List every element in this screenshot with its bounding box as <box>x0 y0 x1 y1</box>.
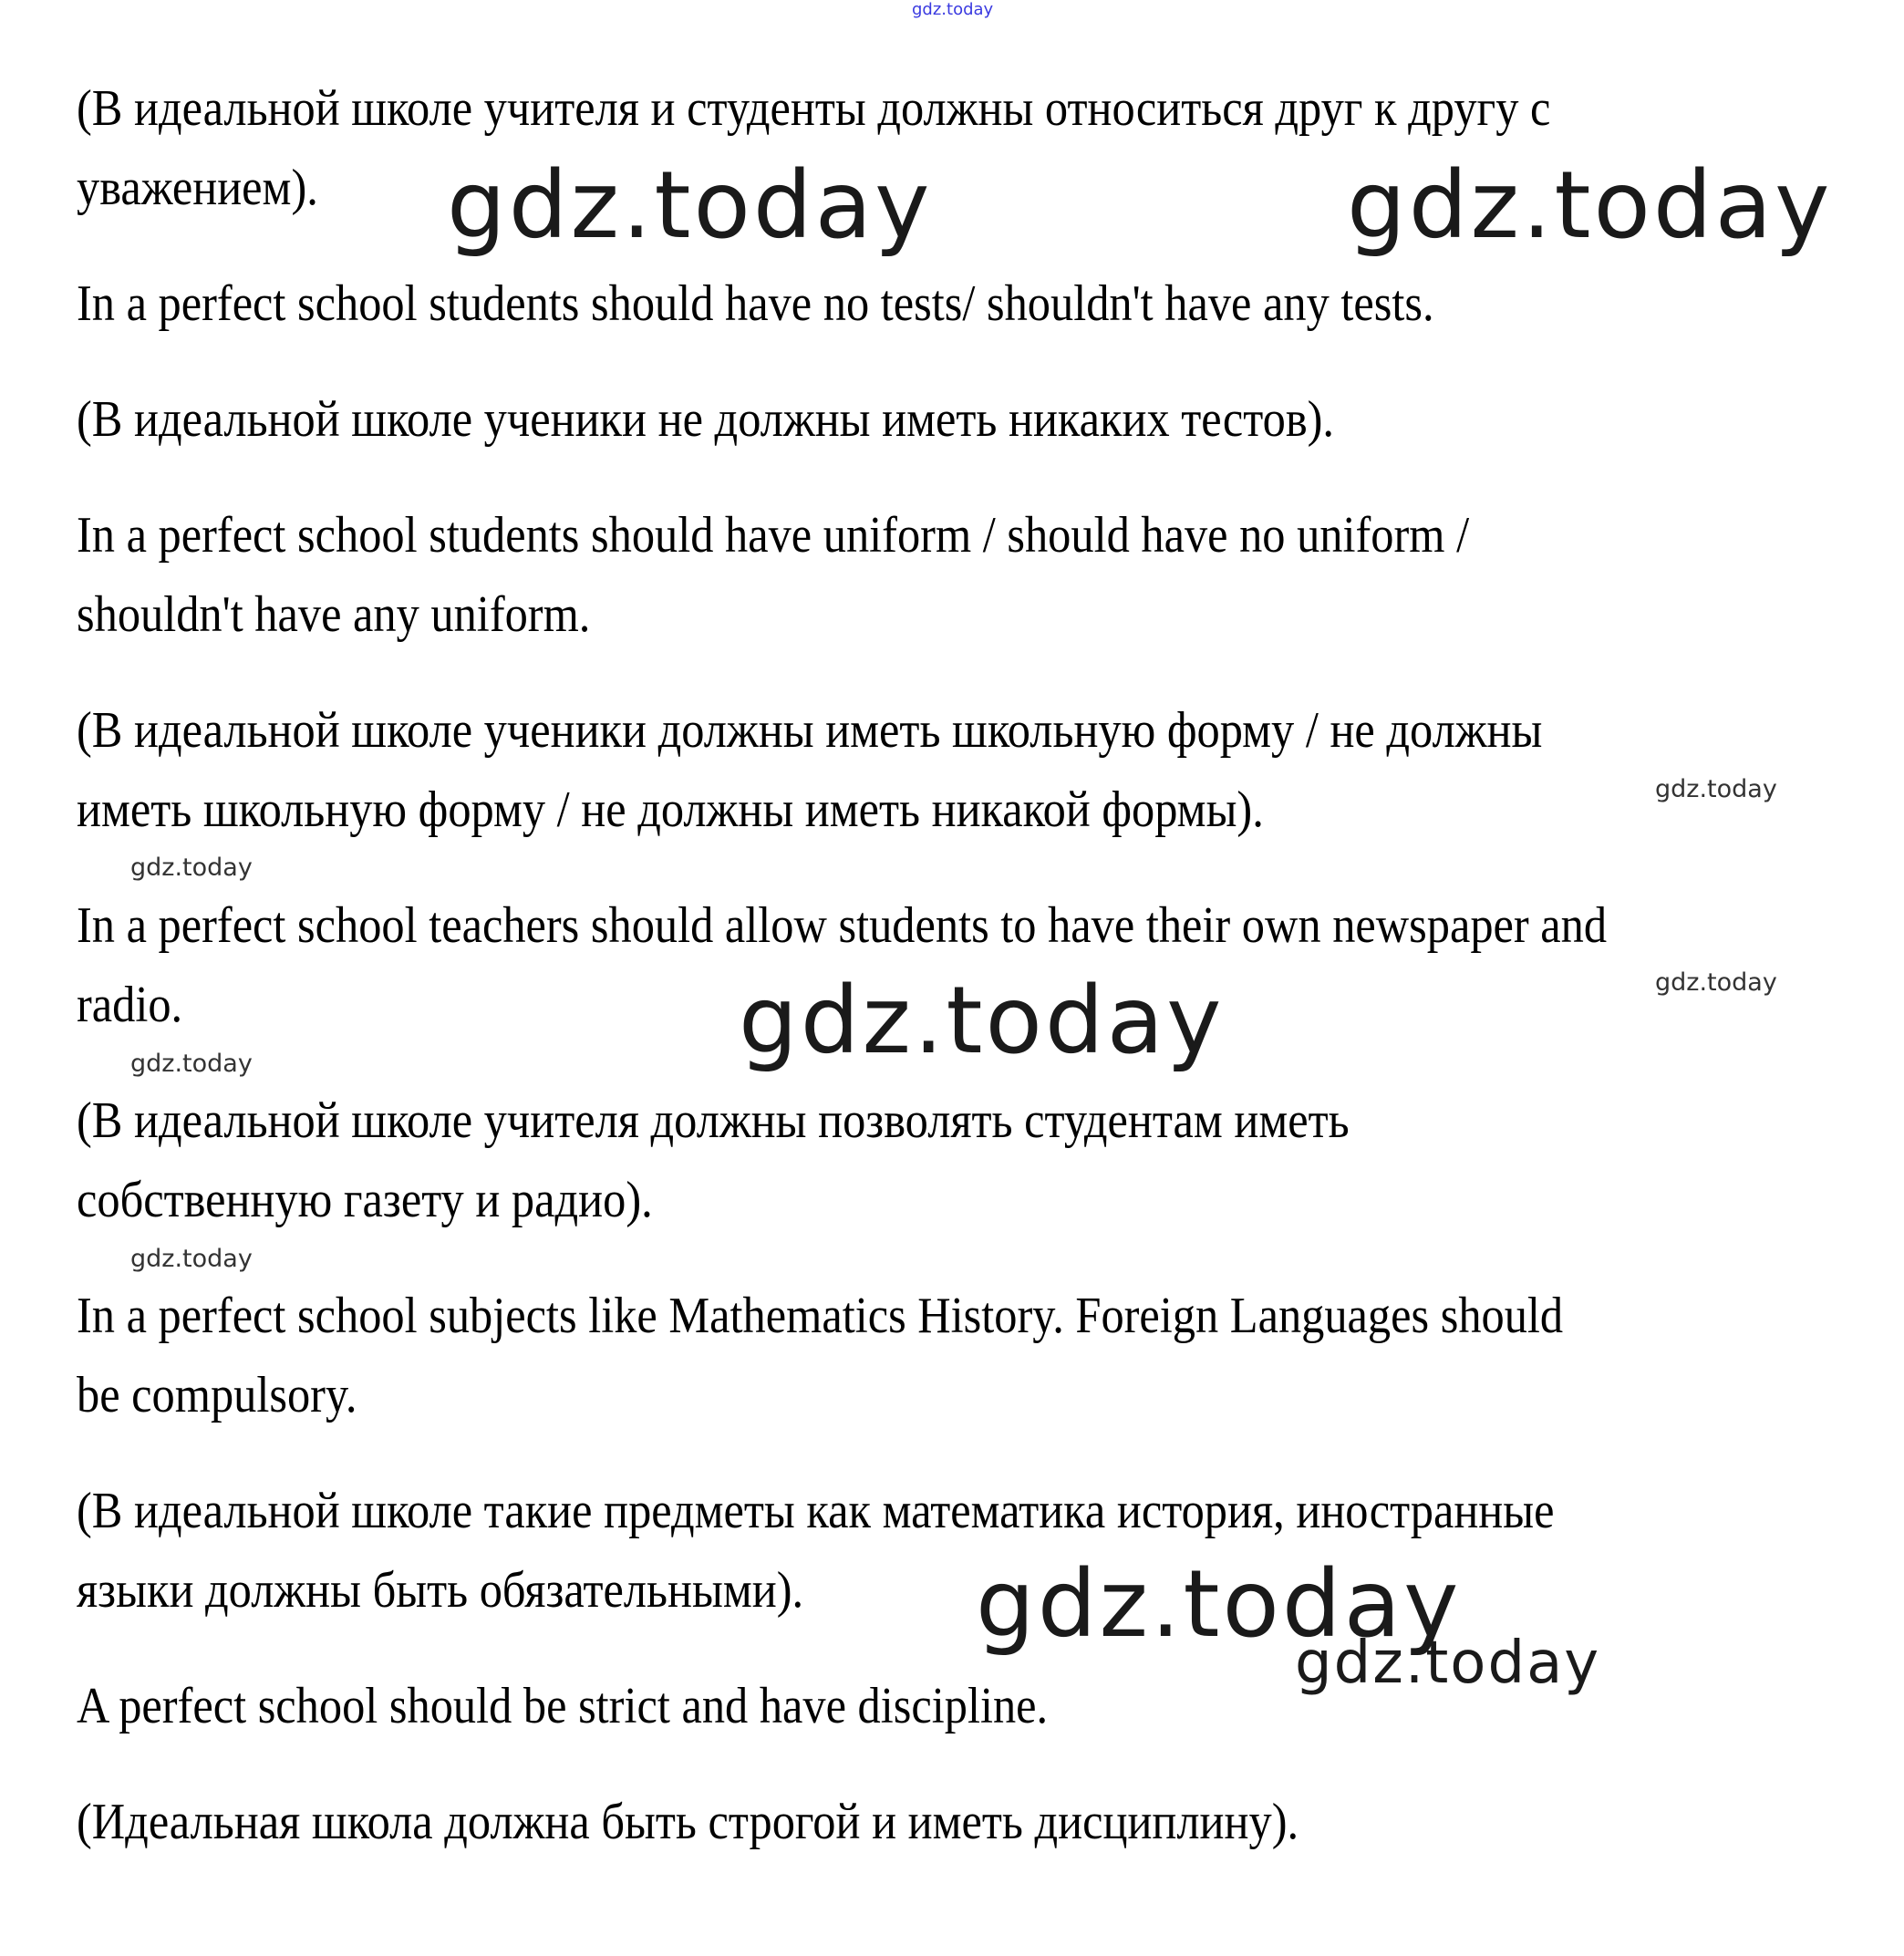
watermark: gdz.today <box>739 967 1225 1075</box>
paragraph <box>77 691 1882 850</box>
text-line: shouldn't have any uniform. <box>77 586 591 643</box>
watermark: gdz.today <box>976 1550 1462 1659</box>
text-line: radio. <box>77 977 183 1033</box>
paragraph <box>77 496 1882 655</box>
watermark: gdz.today <box>130 854 253 882</box>
text-line: собственную газету и радио). <box>77 1172 653 1228</box>
paragraph <box>77 1667 1882 1746</box>
text-line: иметь школьную форму / не должны иметь никакой формы). <box>77 781 1264 838</box>
text-line: (Идеальная школа должна быть строгой и иметь дисциплину). <box>77 1794 1299 1850</box>
paragraph <box>77 1081 1882 1240</box>
text-line: (В идеальной школе такие предметы как математика история, иностранные <box>77 1483 1555 1539</box>
watermark: gdz.today <box>130 1245 253 1273</box>
text-line: In a perfect school students should have uniform / should have no uniform / <box>77 507 1470 564</box>
text-line: (В идеальной школе ученики должны иметь школьную форму / не должны <box>77 702 1543 759</box>
text-line: языки должны быть обязательными). <box>77 1562 804 1619</box>
paragraph <box>77 1783 1882 1862</box>
watermark: gdz.today <box>1655 775 1777 803</box>
text-line: (В идеальной школе учителя должны позволять студентам иметь <box>77 1092 1350 1149</box>
text-line: In a perfect school subjects like Mathematics History. Foreign Languages should <box>77 1288 1564 1344</box>
watermark: gdz.today <box>1655 968 1777 997</box>
text-line: уважением). <box>77 160 318 216</box>
paragraph <box>77 1277 1882 1435</box>
text-line: A perfect school should be strict and have discipline. <box>77 1678 1049 1734</box>
text-line: In a perfect school students should have no tests/ shouldn't have any tests. <box>77 275 1434 332</box>
watermark-top: gdz.today <box>912 0 994 19</box>
paragraph <box>77 380 1882 460</box>
watermark: gdz.today <box>1347 151 1833 260</box>
watermark: gdz.today <box>1295 1630 1601 1697</box>
text-line: (В идеальной школе учителя и студенты должны относиться друг к другу с <box>77 80 1551 137</box>
text-line: In a perfect school teachers should allow students to have their own newspaper and <box>77 897 1608 954</box>
text-line: be compulsory. <box>77 1367 357 1423</box>
paragraph <box>77 264 1882 344</box>
watermark: gdz.today <box>447 151 933 260</box>
watermark: gdz.today <box>130 1050 253 1078</box>
text-line: (В идеальной школе ученики не должны иметь никаких тестов). <box>77 391 1335 448</box>
